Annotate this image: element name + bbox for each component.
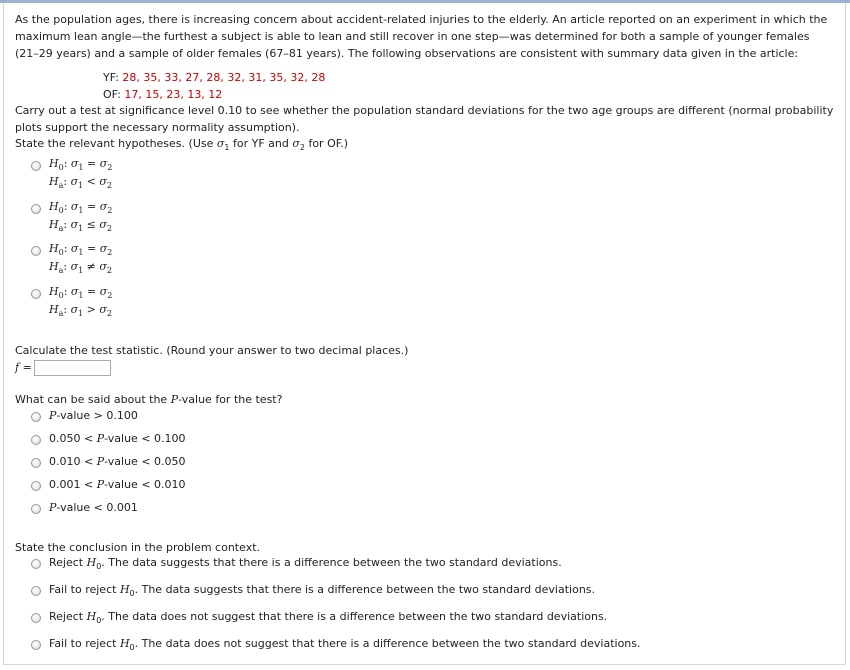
pvalue-radio-2[interactable]: [31, 435, 41, 445]
pvalue-prompt: What can be said about the P-value for the test?: [15, 393, 283, 406]
yf-values: 28, 35, 33, 27, 28, 32, 31, 35, 32, 28: [122, 71, 326, 84]
hypothesis-radio-3[interactable]: [31, 246, 41, 256]
yf-label: YF:: [103, 71, 119, 84]
of-label: OF:: [103, 88, 121, 101]
pvalue-option-label: 0.001 < P-value < 0.010: [49, 478, 186, 491]
null-hypothesis: $H_0$: $\sigma_1 = \sigma_2$: [49, 285, 113, 300]
pvalue-radio-4[interactable]: [31, 481, 41, 491]
pvalue-radio-1[interactable]: [31, 412, 41, 422]
null-hypothesis: $H_0$: $\sigma_1 = \sigma_2$: [49, 242, 113, 257]
alternative-hypothesis: $H_a$: $\sigma_1 < \sigma_2$: [49, 175, 113, 190]
null-hypothesis: $H_0$: $\sigma_1 = \sigma_2$: [49, 200, 113, 215]
conclusion-radio-1[interactable]: [31, 559, 41, 569]
conclusion-option-label: Fail to reject $H_0$. The data does not suggest that there is a difference between the two standard deviations.: [49, 637, 641, 652]
pvalue-option-label: P-value < 0.001: [49, 501, 138, 514]
of-data-line: [103, 88, 222, 102]
yf-data-line: [103, 71, 325, 85]
conclusion-option-label: Fail to reject $H_0$. The data suggests that there is a difference between the two standard deviations.: [49, 583, 596, 598]
pvalue-radio-3[interactable]: [31, 458, 41, 468]
conclusion-radio-2[interactable]: [31, 586, 41, 596]
hypothesis-radio-4[interactable]: [31, 289, 41, 299]
conclusion-radio-3[interactable]: [31, 613, 41, 623]
statistic-input[interactable]: [34, 360, 111, 376]
pvalue-option-label: 0.050 < P-value < 0.100: [49, 432, 186, 445]
pvalue-option-label: 0.010 < P-value < 0.050: [49, 455, 186, 468]
conclusion-radio-4[interactable]: [31, 640, 41, 650]
alternative-hypothesis: $H_a$: $\sigma_1 \ne \sigma_2$: [49, 260, 113, 275]
alternative-hypothesis: $H_a$: $\sigma_1 \le \sigma_2$: [49, 218, 113, 233]
of-values: 17, 15, 23, 13, 12: [124, 88, 223, 101]
hypotheses-prompt: State the relevant hypotheses. (Use $\sigma_1$ for YF and $\sigma_2$ for OF.): [15, 137, 349, 152]
pvalue-radio-5[interactable]: [31, 504, 41, 514]
hypothesis-radio-2[interactable]: [31, 204, 41, 214]
conclusion-option-label: Reject $H_0$. The data does not suggest that there is a difference between the two standard deviations.: [49, 610, 608, 625]
statistic-label: f =: [15, 361, 32, 374]
conclusion-option-label: Reject $H_0$. The data suggests that there is a difference between the two standard deviations.: [49, 556, 562, 571]
alternative-hypothesis: $H_a$: $\sigma_1 > \sigma_2$: [49, 303, 113, 318]
problem-intro: As the population ages, there is increasing concern about accident-related injuries to the elderly. An article reported on an experiment in which the maximum lean angle—the furthest a subject is able to lean and still recover in one step—was determined for both a sample of younger females (21–29 years) and a sample of older females (67–81 years). The following observations are consistent with summary data given in the article:: [15, 13, 828, 60]
test-instruction: Carry out a test at significance level 0.10 to see whether the population standard deviations for the two age groups are different (normal probability plots support the necessary normality assumption).: [15, 104, 834, 134]
hypothesis-radio-1[interactable]: [31, 161, 41, 171]
pvalue-option-label: P-value > 0.100: [49, 409, 138, 422]
conclusion-prompt: State the conclusion in the problem context.: [15, 541, 261, 554]
null-hypothesis: $H_0$: $\sigma_1 = \sigma_2$: [49, 157, 113, 172]
statistic-prompt: Calculate the test statistic. (Round your answer to two decimal places.): [15, 344, 409, 357]
